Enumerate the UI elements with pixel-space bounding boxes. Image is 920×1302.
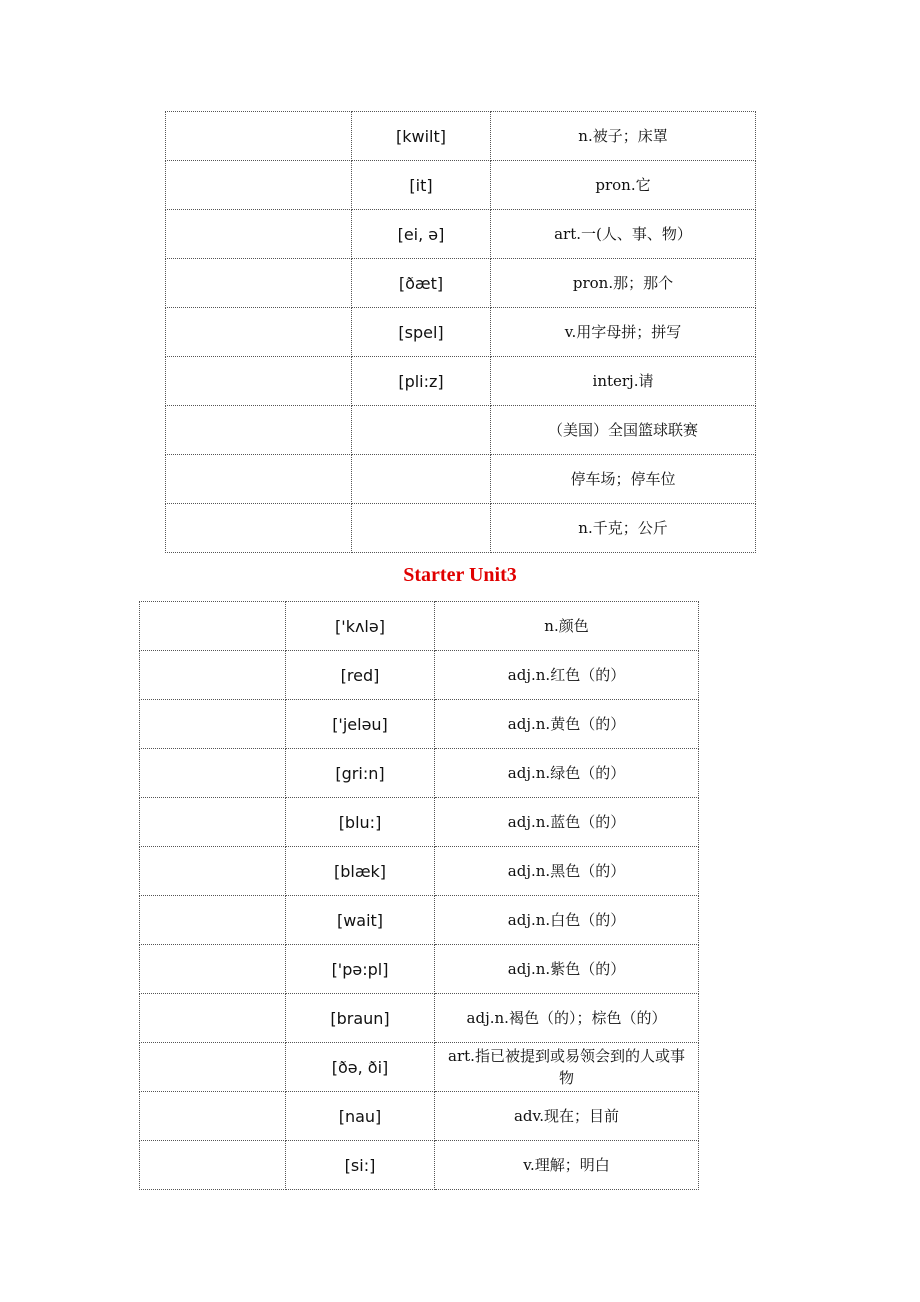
word-cell — [140, 1092, 286, 1141]
phonetic-cell — [352, 504, 491, 553]
meaning-cell: art.指已被提到或易领会到的人或事物 — [435, 1043, 699, 1092]
phonetic-cell: [ei, ə] — [352, 210, 491, 259]
phonetic-cell — [352, 406, 491, 455]
word-cell — [166, 357, 352, 406]
vocab-row — [166, 112, 756, 161]
vocab-row — [140, 798, 699, 847]
phonetic-cell: [it] — [352, 161, 491, 210]
meaning-cell: adv.现在；目前 — [435, 1092, 699, 1141]
meaning-cell: n.被子；床罩 — [491, 112, 756, 161]
meaning-cell: interj.请 — [491, 357, 756, 406]
word-cell — [140, 651, 286, 700]
word-cell — [166, 504, 352, 553]
phonetic-cell: ['kʌlə] — [286, 602, 435, 651]
word-cell — [166, 259, 352, 308]
meaning-cell: n.千克；公斤 — [491, 504, 756, 553]
vocab-row — [166, 308, 756, 357]
meaning-cell: adj.n.紫色（的） — [435, 945, 699, 994]
word-cell — [140, 798, 286, 847]
vocab-row — [140, 1141, 699, 1190]
meaning-cell: adj.n.蓝色（的） — [435, 798, 699, 847]
vocab-row — [166, 504, 756, 553]
vocab-row — [140, 1092, 699, 1141]
word-cell — [166, 406, 352, 455]
meaning-cell: n.颜色 — [435, 602, 699, 651]
meaning-cell: adj.n.绿色（的） — [435, 749, 699, 798]
phonetic-cell: ['jeləu] — [286, 700, 435, 749]
phonetic-cell: [blu:] — [286, 798, 435, 847]
meaning-cell: adj.n.白色（的） — [435, 896, 699, 945]
meaning-cell: art.一(人、事、物） — [491, 210, 756, 259]
vocab-table-1-body — [166, 112, 756, 553]
vocab-row — [140, 994, 699, 1043]
word-cell — [140, 945, 286, 994]
word-cell — [166, 112, 352, 161]
vocab-row — [166, 357, 756, 406]
phonetic-cell: [nau] — [286, 1092, 435, 1141]
phonetic-cell: [pli:z] — [352, 357, 491, 406]
meaning-cell: adj.n.褐色（的）；棕色（的） — [435, 994, 699, 1043]
vocab-row — [140, 651, 699, 700]
phonetic-cell — [352, 455, 491, 504]
phonetic-cell: [red] — [286, 651, 435, 700]
word-cell — [140, 994, 286, 1043]
vocab-table-2 — [139, 601, 699, 1190]
vocab-row — [166, 210, 756, 259]
word-cell — [140, 602, 286, 651]
phonetic-cell: [gri:n] — [286, 749, 435, 798]
phonetic-cell: ['pə:pl] — [286, 945, 435, 994]
meaning-cell: v.用字母拼；拼写 — [491, 308, 756, 357]
vocab-row — [166, 406, 756, 455]
vocab-row — [140, 749, 699, 798]
phonetic-cell: [kwilt] — [352, 112, 491, 161]
meaning-cell: 停车场；停车位 — [491, 455, 756, 504]
phonetic-cell: [wait] — [286, 896, 435, 945]
word-cell — [140, 847, 286, 896]
section-heading: Starter Unit3 — [403, 564, 517, 586]
word-cell — [166, 161, 352, 210]
vocab-row — [140, 847, 699, 896]
meaning-cell: v.理解；明白 — [435, 1141, 699, 1190]
phonetic-cell: [ðæt] — [352, 259, 491, 308]
vocab-row — [166, 161, 756, 210]
meaning-cell: adj.n.红色（的） — [435, 651, 699, 700]
word-cell — [140, 700, 286, 749]
meaning-cell: adj.n.黄色（的） — [435, 700, 699, 749]
vocab-row — [166, 455, 756, 504]
word-cell — [166, 455, 352, 504]
vocab-row — [140, 1043, 699, 1092]
vocab-row — [140, 700, 699, 749]
word-cell — [140, 1043, 286, 1092]
phonetic-cell: [braun] — [286, 994, 435, 1043]
phonetic-cell: [blæk] — [286, 847, 435, 896]
meaning-cell: adj.n.黑色（的） — [435, 847, 699, 896]
vocab-row — [140, 945, 699, 994]
vocab-table-1 — [165, 111, 756, 553]
vocab-row — [140, 602, 699, 651]
word-cell — [166, 308, 352, 357]
phonetic-cell: [si:] — [286, 1141, 435, 1190]
vocab-row — [166, 259, 756, 308]
word-cell — [140, 1141, 286, 1190]
word-cell — [166, 210, 352, 259]
vocab-row — [140, 896, 699, 945]
phonetic-cell: [spel] — [352, 308, 491, 357]
word-cell — [140, 749, 286, 798]
word-cell — [140, 896, 286, 945]
phonetic-cell: [ðə, ði] — [286, 1043, 435, 1092]
vocab-table-2-body — [140, 602, 699, 1190]
meaning-cell: （美国）全国篮球联赛 — [491, 406, 756, 455]
meaning-cell: pron.那；那个 — [491, 259, 756, 308]
meaning-cell: pron.它 — [491, 161, 756, 210]
